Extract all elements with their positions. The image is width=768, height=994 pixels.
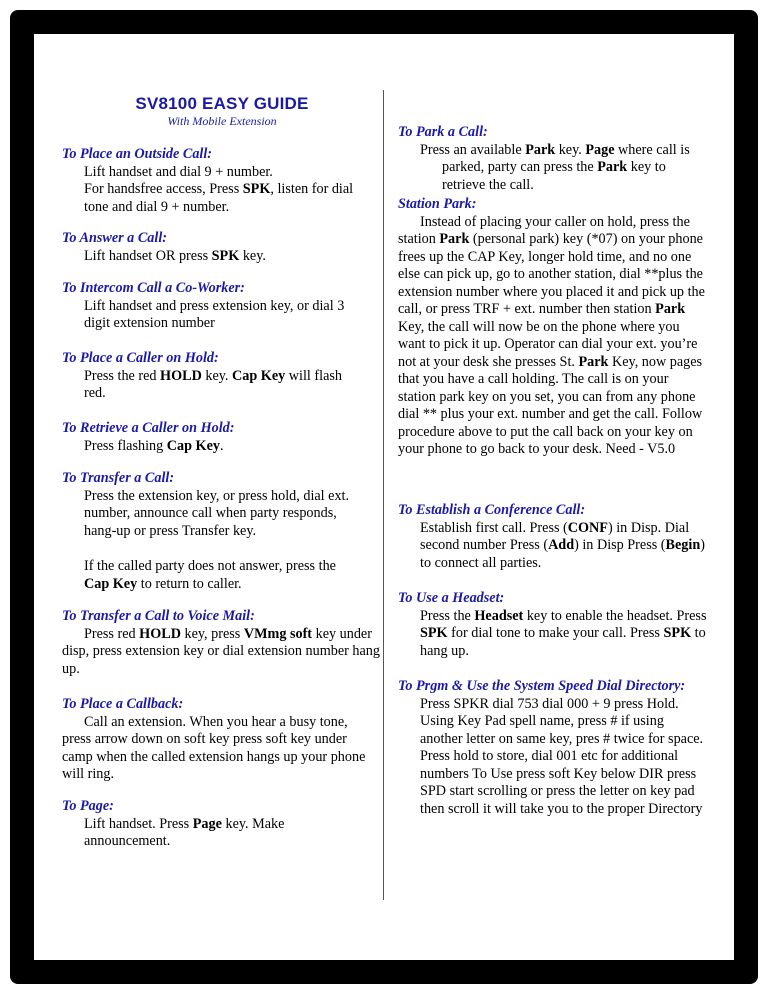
section-conference [398,502,708,572]
section-hold [62,350,362,403]
section-heading: To Place an Outside Call: [62,146,213,162]
section-text: If the called party does not answer, press the Cap Key to return to caller. [84,558,336,592]
section-page [62,798,362,851]
section-text: Press SPKR dial 753 dial 000 + 9 press Hold. Using Key Pad spell name, press # if using another letter on same key, pres # twice for space. Press hold to store, dial 001 etc for additional numbers To Use press soft Key below DIR press SPD start scrolling or press the letter on key pad then scroll it will take you to the proper Directory [420,695,704,817]
section-intercom [62,280,362,333]
section-headset [398,590,708,660]
page-subtitle: With Mobile Extension [167,114,277,128]
section-text: Press the red HOLD key. Cap Key will flash red. [84,367,342,401]
section-heading: To Page: [62,798,114,814]
section-heading: To Transfer a Call to Voice Mail: [62,608,255,624]
section-text: Instead of placing your caller on hold, press the station Park (personal park) key (*07) on your phone frees up the CAP Key, longer hold time, and no one else can pick up, go to another station, dial **plus the extension number where you placed it and pick up the call, or press TRF + ext. number then station Park Key, the call will now be on the phone where you want to pick it up. Operator can dial your ext. you’re not at your desk she presses St. Park Key, now pages that you have a call holding. The call is on your station park key on you set, you can from any phone dial ** plus your ext. number and get the call. Follow procedure above to put the call back on your key on your phone to go back to your desk. Need - V5.0 [398,213,705,457]
section-heading: To Place a Caller on Hold: [62,350,219,366]
section-text: Lift handset and press extension key, or dial 3 digit extension number [84,297,345,331]
section-text: Press flashing Cap Key. [84,437,224,454]
section-text: Lift handset OR press SPK key. [84,247,266,264]
section-text: Press the extension key, or press hold, dial ext. number, announce call when party responds, hang-up or press Transfer key. [84,487,350,539]
column-divider [383,90,384,900]
section-text: Press red HOLD key, press VMmg soft key under disp, press extension key or dial extension number hang up. [62,625,380,677]
section-outside-call [62,146,362,216]
page-title: SV8100 EASY GUIDE [135,94,309,113]
section-transfer-voicemail [62,608,380,678]
section-transfer [62,470,362,593]
section-heading: To Intercom Call a Co-Worker: [62,280,245,296]
section-heading: Station Park: [398,196,477,212]
section-park [398,124,708,194]
section-heading: To Retrieve a Caller on Hold: [62,420,235,436]
section-retrieve-hold [62,420,362,455]
section-heading: To Park a Call: [398,124,488,140]
section-heading: To Prgm & Use the System Speed Dial Directory: [398,678,686,694]
section-heading: To Answer a Call: [62,230,167,246]
section-heading: To Transfer a Call: [62,470,175,486]
section-text: Lift handset and dial 9 + number. For handsfree access, Press SPK, listen for dial tone and dial 9 + number. [84,163,354,215]
section-answer-call [62,230,362,265]
section-heading: To Use a Headset: [398,590,505,606]
section-heading: To Establish a Conference Call: [398,502,586,518]
section-speed-dial [398,678,708,818]
section-station-park [398,196,708,459]
section-text: Call an extension. When you hear a busy tone, press arrow down on soft key press soft key under camp when the called extension hangs up your phone will ring. [62,713,366,782]
section-text: Lift handset. Press Page key. Make announcement. [84,815,285,849]
section-heading: To Place a Callback: [62,696,184,712]
section-text: Press the Headset key to enable the headset. Press SPK for dial tone to make your call. Press SPK to hang up. [420,607,707,659]
section-callback [62,696,380,784]
section-text: Press an available Park key. Page where call is parked, party can press the Park key to retrieve the call. [420,141,690,193]
section-text: Establish first call. Press (CONF) in Disp. Dial second number Press (Add) in Disp Press (Begin) to connect all parties. [420,519,705,571]
